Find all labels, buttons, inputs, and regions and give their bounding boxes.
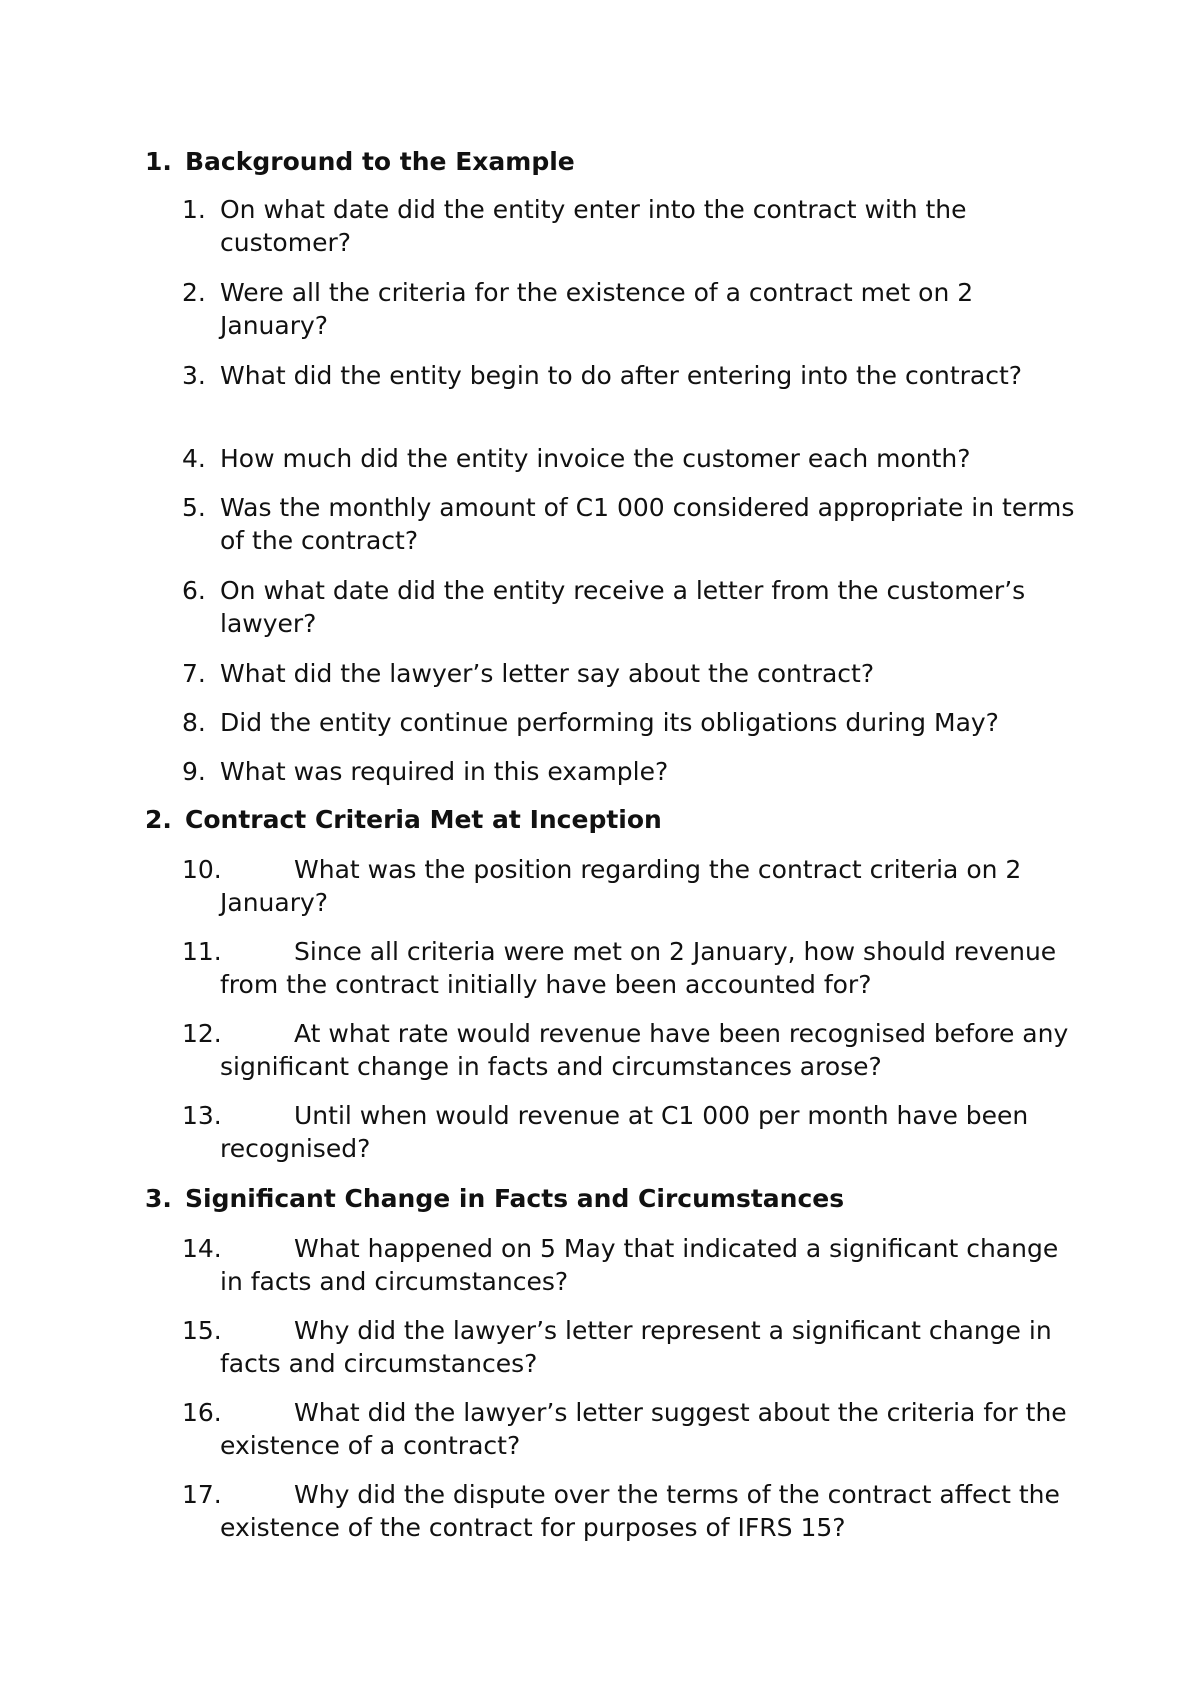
question-item [182, 1099, 1082, 1165]
question-text: What was the position regarding the contract criteria on 2 January? [220, 855, 1022, 917]
section-heading [145, 1183, 844, 1215]
question-item [182, 853, 1082, 919]
question-number: 5. [182, 493, 206, 522]
question-text: On what date did the entity enter into the contract with the customer? [220, 195, 967, 257]
question-text: What was required in this example? [220, 757, 669, 786]
section-heading [145, 804, 662, 836]
section-title: Significant Change in Facts and Circumstances [185, 1184, 845, 1213]
question-text: Was the monthly amount of C1 000 considered appropriate in terms of the contract? [220, 493, 1075, 555]
question-item [182, 1017, 1082, 1083]
question-item [182, 935, 1082, 1001]
question-number: 6. [182, 576, 206, 605]
question-text: Why did the dispute over the terms of the contract affect the existence of the contract for purposes of IFRS 15? [220, 1480, 1060, 1542]
question-text: On what date did the entity receive a letter from the customer’s lawyer? [220, 576, 1026, 638]
section-heading [145, 146, 575, 178]
question-text: What did the lawyer’s letter suggest about the criteria for the existence of a contract? [220, 1398, 1067, 1460]
question-number: 16. [182, 1398, 222, 1427]
question-number: 3. [182, 361, 206, 390]
question-text: Until when would revenue at C1 000 per month have been recognised? [220, 1101, 1029, 1163]
question-item [182, 1232, 1082, 1298]
question-item [182, 276, 1082, 342]
question-number: 1. [182, 195, 206, 224]
question-text: What did the entity begin to do after entering into the contract? [220, 361, 1023, 390]
question-item [182, 1396, 1082, 1462]
question-text: How much did the entity invoice the customer each month? [220, 444, 971, 473]
question-item [182, 1478, 1082, 1544]
question-item [182, 755, 1082, 788]
question-text: What did the lawyer’s letter say about the contract? [220, 659, 875, 688]
question-number: 13. [182, 1101, 222, 1130]
section-number: 3. [145, 1184, 172, 1213]
section-title: Background to the Example [185, 147, 575, 176]
question-number: 14. [182, 1234, 222, 1263]
question-text: Since all criteria were met on 2 January, how should revenue from the contract initially have been accounted for? [220, 937, 1057, 999]
question-item [182, 657, 1082, 690]
section-number: 1. [145, 147, 172, 176]
question-number: 15. [182, 1316, 222, 1345]
section-number: 2. [145, 805, 172, 834]
question-item [182, 359, 1082, 392]
question-item [182, 491, 1082, 557]
question-number: 8. [182, 708, 206, 737]
question-number: 2. [182, 278, 206, 307]
question-number: 10. [182, 855, 222, 884]
question-number: 17. [182, 1480, 222, 1509]
question-item [182, 1314, 1082, 1380]
section-title: Contract Criteria Met at Inception [185, 805, 662, 834]
question-text: Were all the criteria for the existence of a contract met on 2 January? [220, 278, 974, 340]
question-item [182, 574, 1082, 640]
question-text: Did the entity continue performing its obligations during May? [220, 708, 999, 737]
question-text: What happened on 5 May that indicated a significant change in facts and circumstances? [220, 1234, 1059, 1296]
question-number: 12. [182, 1019, 222, 1048]
question-text: At what rate would revenue have been recognised before any significant change in facts and circumstances arose? [220, 1019, 1069, 1081]
question-number: 11. [182, 937, 222, 966]
question-item [182, 706, 1082, 739]
question-number: 7. [182, 659, 206, 688]
question-text: Why did the lawyer’s letter represent a significant change in facts and circumstances? [220, 1316, 1052, 1378]
question-item [182, 442, 1082, 475]
question-item [182, 193, 1082, 259]
question-number: 4. [182, 444, 206, 473]
question-number: 9. [182, 757, 206, 786]
